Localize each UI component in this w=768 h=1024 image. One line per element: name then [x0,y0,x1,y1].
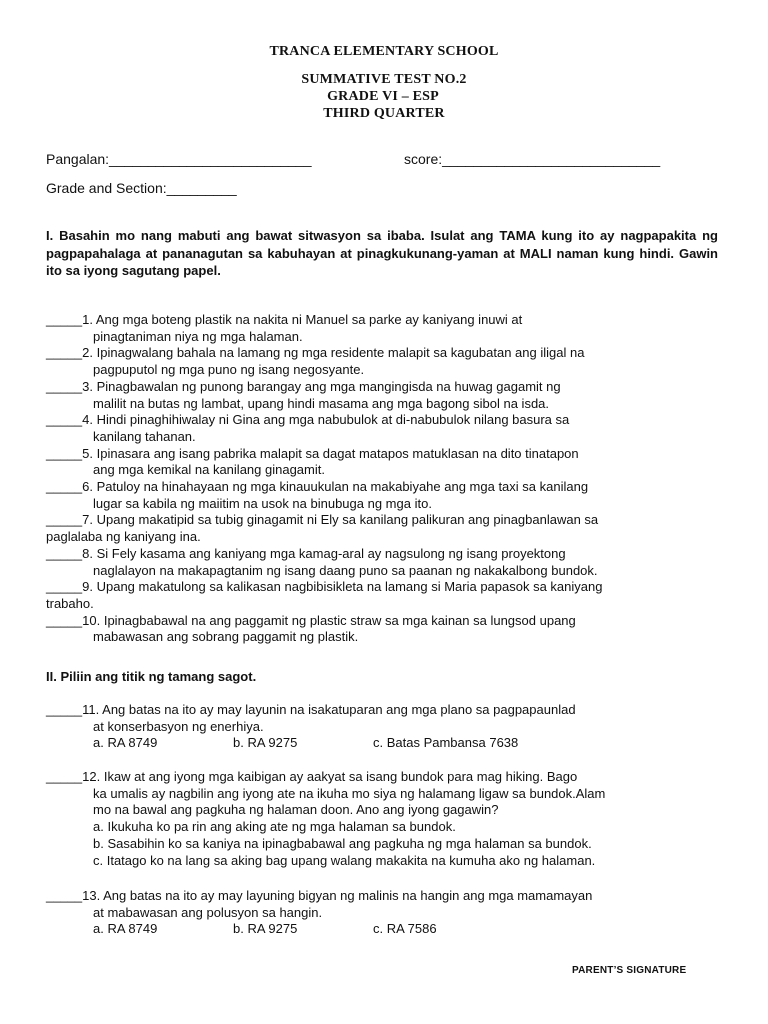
section2-instruction: II. Piliin ang titik ng tamang sagot. [46,669,257,684]
options [46,735,714,752]
option-c[interactable]: c. Batas Pambansa 7638 [373,735,519,751]
section-field[interactable]: Grade and Section:_________ [46,180,237,196]
list-item: _____2. Ipinagwalang bahala na lamang ng mga residente malapit sa kagubatan ang iligal na pagpuputol ng mga puno ng isang negosyante. [46,345,585,378]
section1-items [46,312,714,646]
option-a[interactable]: a. RA 8749 [93,921,158,937]
option-c[interactable]: c. RA 7586 [373,921,437,937]
list-item: _____3. Pinagbawalan ng punong barangay ang mga mangingisda na huwag gagamit ng malilit na butas ng lambat, upang hindi masama ang mga bagong sibol na isda. [46,378,561,411]
question-13: _____13. Ang batas na ito ay may layuning bigyan ng malinis na hangin ang mga mamamayan at mabawasan ang polusyon sa hangin. a. RA 8749 b. RA 9275 c. RA 7586 [46,888,714,938]
option-a[interactable]: a. Ikukuha ko pa rin ang aking ate ng mga halaman sa bundok. [93,819,456,835]
school-name: TRANCA ELEMENTARY SCHOOL [269,44,499,59]
list-item: _____4. Hindi pinaghihiwalay ni Gina ang mga nabubulok at di-nabubulok nilang basura sa kanilang tahanan. [46,412,570,444]
list-item: _____10. Ipinagbabawal na ang paggamit ng plastic straw sa mga kainan sa lungsod upang mabawasan ang sobrang paggamit ng plastik. [46,612,576,645]
question-11: _____11. Ang batas na ito ay may layunin na isakatuparan ang mga plano sa pagpapaunlad at konserbasyon ng enerhiya. a. RA 8749 b. RA 9275 c. Batas Pambansa 7638 [46,702,714,752]
option-a[interactable]: a. RA 8749 [93,735,158,751]
option-c[interactable]: c. Itatago ko na lang sa aking bag upang walang makakita na kumuha ako ng halaman. [93,852,596,868]
option-b[interactable]: b. RA 9275 [233,735,298,751]
list-item: _____8. Si Fely kasama ang kaniyang mga kamag-aral ay nagsulong ng isang proyektong naglalayon na makapagtanim ng isang daang puno sa paanan ng nakakalbong bundok. [46,545,598,578]
list-item: _____7. Upang makatipid sa tubig ginagamit ni Ely sa kanilang palikuran ang pinagbanlawan sa paglalaba ng kaniyang ina. [46,512,599,545]
list-item: _____6. Patuloy na hinahayaan ng mga kinauukulan na makabiyahe ang mga taxi sa kanilang lugar sa kabila ng maiitim na usok na binubuga ng mga ito. [46,479,589,511]
name-field[interactable]: Pangalan:__________________________ [46,151,312,167]
list-item: _____1. Ang mga boteng plastik na nakita ni Manuel sa parke ay kaniyang inuwi at pinagtaniman niya ng mga halaman. [46,312,523,344]
grade-label: GRADE VI – ESP [327,89,439,104]
option-b[interactable]: b. Sasabihin ko sa kaniya na ipinagbabawal ang pagkuha ng mga halaman sa bundok. [93,835,592,851]
list-item: _____9. Upang makatulong sa kalikasan nagbibisikleta na lamang si Maria papasok sa kaniyang trabaho. [46,579,603,611]
section1-instruction: I. Basahin mo nang mabuti ang bawat sitwasyon sa ibaba. Isulat ang TAMA kung ito ay nagpapakita ng pagpapahalaga at pananagutan sa kabuhayan at pinagkukunang-yaman at MALI naman kung hindi. Gawin ito sa iyong sagutang papel. [46,228,718,278]
score-field[interactable]: score:____________________________ [404,151,661,167]
question-12: _____12. Ikaw at ang iyong mga kaibigan ay aakyat sa isang bundok para mag hiking. Bago ka umalis ay nagbilin ang iyong ate na ikuha mo siya ng halamang ligaw sa bundok.Alam mo na bawal ang pagkuha ng halaman doon. Ano ang iyong gagawin? a. Ikukuha ko pa rin ang aking ate ng mga halaman sa bundok. b. Sasabihin ko sa kaniya na ipinagbabawal ang pagkuha ng mga halaman sa bundok. c. Itatago ko na lang sa aking bag upang walang makakita na kumuha ako ng halaman. [46,769,714,869]
options [46,921,714,938]
quarter-label: THIRD QUARTER [323,106,445,121]
test-title: SUMMATIVE TEST NO.2 [301,72,467,87]
option-b[interactable]: b. RA 9275 [233,921,298,937]
parents-signature-label: PARENT’S SIGNATURE [572,965,687,976]
list-item: _____5. Ipinasara ang isang pabrika malapit sa dagat matapos matuklasan na dito tinatapon ang mga kemikal na kanilang ginagamit. [46,445,579,478]
